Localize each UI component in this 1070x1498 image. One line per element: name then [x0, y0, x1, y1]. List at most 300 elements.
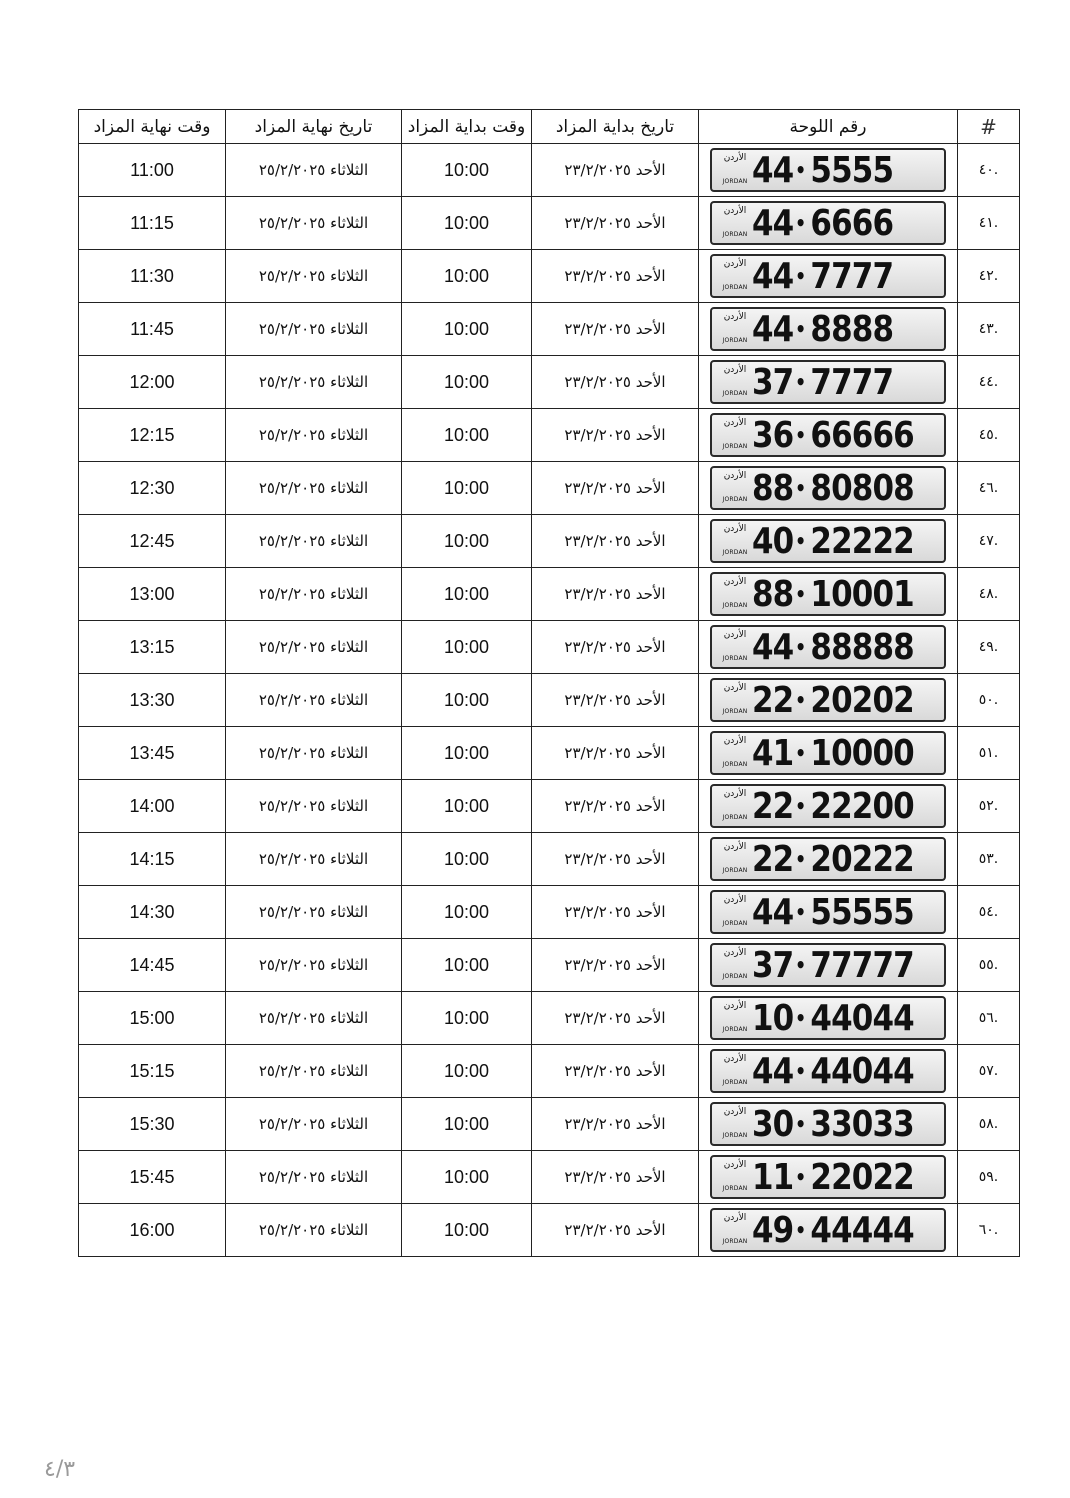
- start-time-cell: 10:00: [402, 462, 532, 515]
- plate-code: 88: [752, 467, 794, 509]
- license-plate: [710, 466, 946, 510]
- plate-code: 11: [752, 1156, 794, 1198]
- plate-cell: [699, 197, 958, 250]
- plate-cell: [699, 356, 958, 409]
- plate-country-english: JORDAN: [722, 549, 748, 556]
- plate-country-arabic: الأردن: [723, 524, 747, 534]
- header-plate: رقم اللوحة: [699, 110, 958, 144]
- start-time-cell: 10:00: [402, 197, 532, 250]
- end-date-cell: الثلاثاء ٢٥/٢/٢٠٢٥: [226, 780, 402, 833]
- license-plate: [710, 837, 946, 881]
- end-date-cell: الثلاثاء ٢٥/٢/٢٠٢٥: [226, 674, 402, 727]
- end-time-cell: 12:30: [79, 462, 226, 515]
- table-row: [79, 144, 1020, 197]
- license-plate: [710, 943, 946, 987]
- plate-code: 44: [752, 308, 794, 350]
- row-index-cell: .٦٠: [958, 1204, 1020, 1257]
- start-date-cell: الأحد ٢٣/٢/٢٠٢٥: [532, 833, 699, 886]
- plate-digits: 22222: [810, 520, 914, 562]
- end-time-cell: 14:15: [79, 833, 226, 886]
- plate-country-arabic: الأردن: [723, 789, 747, 799]
- end-time-cell: 15:45: [79, 1151, 226, 1204]
- start-date-cell: الأحد ٢٣/٢/٢٠٢٥: [532, 303, 699, 356]
- end-time-cell: 15:00: [79, 992, 226, 1045]
- row-index-cell: .٥٢: [958, 780, 1020, 833]
- end-date-cell: الثلاثاء ٢٥/٢/٢٠٢٥: [226, 144, 402, 197]
- table-row: [79, 939, 1020, 992]
- plate-number: [752, 733, 912, 773]
- plate-country-english: JORDAN: [722, 867, 748, 874]
- end-date-cell: الثلاثاء ٢٥/٢/٢٠٢٥: [226, 727, 402, 780]
- plate-separator-dot: •: [795, 1218, 806, 1242]
- plate-digits: 10001: [810, 573, 914, 615]
- plate-country-english: JORDAN: [722, 231, 748, 238]
- plate-country-arabic: الأردن: [723, 1213, 747, 1223]
- plate-cell: [699, 144, 958, 197]
- plate-code: 10: [752, 997, 794, 1039]
- plate-country-english: JORDAN: [722, 1026, 748, 1033]
- plate-digits: 55555: [810, 891, 914, 933]
- plate-separator-dot: •: [795, 582, 806, 606]
- end-date-cell: الثلاثاء ٢٥/٢/٢٠٢٥: [226, 409, 402, 462]
- plate-code: 44: [752, 891, 794, 933]
- plate-number: [752, 203, 912, 243]
- start-date-cell: الأحد ٢٣/٢/٢٠٢٥: [532, 144, 699, 197]
- plate-code: 44: [752, 626, 794, 668]
- plate-separator-dot: •: [795, 423, 806, 447]
- plate-separator-dot: •: [795, 529, 806, 553]
- license-plate: [710, 1155, 946, 1199]
- plate-cell: [699, 1045, 958, 1098]
- table-row: [79, 1098, 1020, 1151]
- table-row: [79, 780, 1020, 833]
- plate-number: [752, 1210, 912, 1250]
- start-time-cell: 10:00: [402, 1151, 532, 1204]
- row-index-cell: .٥١: [958, 727, 1020, 780]
- plate-number: [752, 574, 912, 614]
- start-date-cell: الأحد ٢٣/٢/٢٠٢٥: [532, 674, 699, 727]
- plate-country-english: JORDAN: [722, 761, 748, 768]
- plate-code: 30: [752, 1103, 794, 1145]
- end-time-cell: 16:00: [79, 1204, 226, 1257]
- start-date-cell: الأحد ٢٣/٢/٢٠٢٥: [532, 568, 699, 621]
- start-time-cell: 10:00: [402, 1098, 532, 1151]
- header-start-date: تاريخ بداية المزاد: [532, 110, 699, 144]
- end-time-cell: 13:00: [79, 568, 226, 621]
- plate-digits: 22200: [810, 785, 914, 827]
- plate-country-arabic: الأردن: [723, 1001, 747, 1011]
- end-date-cell: الثلاثاء ٢٥/٢/٢٠٢٥: [226, 356, 402, 409]
- plate-separator-dot: •: [795, 1112, 806, 1136]
- row-index-cell: .٤٧: [958, 515, 1020, 568]
- plate-country-arabic: الأردن: [723, 312, 747, 322]
- plate-cell: [699, 674, 958, 727]
- start-time-cell: 10:00: [402, 409, 532, 462]
- license-plate: [710, 148, 946, 192]
- start-date-cell: الأحد ٢٣/٢/٢٠٢٥: [532, 621, 699, 674]
- start-time-cell: 10:00: [402, 1204, 532, 1257]
- plate-number: [752, 786, 912, 826]
- plate-number: [752, 1157, 912, 1197]
- plate-cell: [699, 1204, 958, 1257]
- end-date-cell: الثلاثاء ٢٥/٢/٢٠٢٥: [226, 939, 402, 992]
- start-time-cell: 10:00: [402, 780, 532, 833]
- table-row: [79, 1151, 1020, 1204]
- plate-country-english: JORDAN: [722, 708, 748, 715]
- start-time-cell: 10:00: [402, 674, 532, 727]
- start-date-cell: الأحد ٢٣/٢/٢٠٢٥: [532, 727, 699, 780]
- plate-cell: [699, 409, 958, 462]
- table-header-row: [79, 110, 1020, 144]
- plate-country-arabic: الأردن: [723, 471, 747, 481]
- plate-country-english: JORDAN: [722, 602, 748, 609]
- plate-cell: [699, 780, 958, 833]
- end-date-cell: الثلاثاء ٢٥/٢/٢٠٢٥: [226, 1098, 402, 1151]
- row-index-cell: .٤٣: [958, 303, 1020, 356]
- plate-country-english: JORDAN: [722, 1132, 748, 1139]
- plate-number: [752, 468, 912, 508]
- end-time-cell: 11:45: [79, 303, 226, 356]
- plate-separator-dot: •: [795, 476, 806, 500]
- plate-country-arabic: الأردن: [723, 418, 747, 428]
- table-row: [79, 1045, 1020, 1098]
- end-date-cell: الثلاثاء ٢٥/٢/٢٠٢٥: [226, 250, 402, 303]
- plate-number: [752, 998, 912, 1038]
- start-time-cell: 10:00: [402, 621, 532, 674]
- end-date-cell: الثلاثاء ٢٥/٢/٢٠٢٥: [226, 568, 402, 621]
- plate-number: [752, 521, 912, 561]
- start-date-cell: الأحد ٢٣/٢/٢٠٢٥: [532, 780, 699, 833]
- plate-country-english: JORDAN: [722, 1238, 748, 1245]
- plate-separator-dot: •: [795, 158, 806, 182]
- plate-country-english: JORDAN: [722, 973, 748, 980]
- license-plate: [710, 572, 946, 616]
- header-start-time: وقت بداية المزاد: [402, 110, 532, 144]
- plate-country-english: JORDAN: [722, 337, 748, 344]
- start-date-cell: الأحد ٢٣/٢/٢٠٢٥: [532, 1098, 699, 1151]
- plate-number: [752, 945, 912, 985]
- table-row: [79, 409, 1020, 462]
- plate-cell: [699, 727, 958, 780]
- end-date-cell: الثلاثاء ٢٥/٢/٢٠٢٥: [226, 992, 402, 1045]
- plate-separator-dot: •: [795, 794, 806, 818]
- table-row: [79, 462, 1020, 515]
- end-time-cell: 14:45: [79, 939, 226, 992]
- plate-cell: [699, 1098, 958, 1151]
- row-index-cell: .٥٥: [958, 939, 1020, 992]
- license-plate: [710, 519, 946, 563]
- start-date-cell: الأحد ٢٣/٢/٢٠٢٥: [532, 1151, 699, 1204]
- row-index-cell: .٤٨: [958, 568, 1020, 621]
- row-index-cell: .٥٩: [958, 1151, 1020, 1204]
- plate-country-arabic: الأردن: [723, 842, 747, 852]
- table-body: [79, 144, 1020, 1257]
- plate-separator-dot: •: [795, 1165, 806, 1189]
- table-row: [79, 250, 1020, 303]
- start-time-cell: 10:00: [402, 303, 532, 356]
- plate-country-english: JORDAN: [722, 284, 748, 291]
- plate-country-arabic: الأردن: [723, 365, 747, 375]
- plate-cell: [699, 992, 958, 1045]
- end-time-cell: 14:30: [79, 886, 226, 939]
- end-date-cell: الثلاثاء ٢٥/٢/٢٠٢٥: [226, 515, 402, 568]
- start-date-cell: الأحد ٢٣/٢/٢٠٢٥: [532, 409, 699, 462]
- plate-number: [752, 839, 912, 879]
- plate-cell: [699, 833, 958, 886]
- plate-separator-dot: •: [795, 264, 806, 288]
- plate-digits: 5555: [810, 149, 894, 191]
- plate-number: [752, 256, 912, 296]
- row-index-cell: .٤٥: [958, 409, 1020, 462]
- end-time-cell: 15:30: [79, 1098, 226, 1151]
- table-row: [79, 621, 1020, 674]
- plate-country-arabic: الأردن: [723, 630, 747, 640]
- row-index-cell: .٤٦: [958, 462, 1020, 515]
- start-date-cell: الأحد ٢٣/٢/٢٠٢٥: [532, 356, 699, 409]
- table-row: [79, 303, 1020, 356]
- license-plate: [710, 1208, 946, 1252]
- plate-country-english: JORDAN: [722, 920, 748, 927]
- end-time-cell: 13:45: [79, 727, 226, 780]
- plate-cell: [699, 515, 958, 568]
- start-time-cell: 10:00: [402, 568, 532, 621]
- end-time-cell: 11:00: [79, 144, 226, 197]
- start-date-cell: الأحد ٢٣/٢/٢٠٢٥: [532, 939, 699, 992]
- plate-code: 88: [752, 573, 794, 615]
- plate-separator-dot: •: [795, 1059, 806, 1083]
- start-date-cell: الأحد ٢٣/٢/٢٠٢٥: [532, 886, 699, 939]
- plate-separator-dot: •: [795, 635, 806, 659]
- plate-country-arabic: الأردن: [723, 1160, 747, 1170]
- plate-separator-dot: •: [795, 900, 806, 924]
- end-date-cell: الثلاثاء ٢٥/٢/٢٠٢٥: [226, 1045, 402, 1098]
- start-time-cell: 10:00: [402, 250, 532, 303]
- row-index-cell: .٤٢: [958, 250, 1020, 303]
- plate-digits: 66666: [810, 414, 914, 456]
- table-row: [79, 674, 1020, 727]
- table-row: [79, 356, 1020, 409]
- plate-country-arabic: الأردن: [723, 895, 747, 905]
- plate-country-arabic: الأردن: [723, 948, 747, 958]
- plate-country-english: JORDAN: [722, 443, 748, 450]
- start-date-cell: الأحد ٢٣/٢/٢٠٢٥: [532, 1045, 699, 1098]
- license-plate: [710, 678, 946, 722]
- end-time-cell: 12:00: [79, 356, 226, 409]
- plate-cell: [699, 939, 958, 992]
- end-time-cell: 11:30: [79, 250, 226, 303]
- plate-separator-dot: •: [795, 847, 806, 871]
- start-time-cell: 10:00: [402, 992, 532, 1045]
- plate-code: 22: [752, 679, 794, 721]
- plate-digits: 44044: [810, 1050, 914, 1092]
- plate-country-arabic: الأردن: [723, 577, 747, 587]
- plate-number: [752, 1051, 912, 1091]
- plate-country-arabic: الأردن: [723, 736, 747, 746]
- start-time-cell: 10:00: [402, 144, 532, 197]
- plate-country-english: JORDAN: [722, 1185, 748, 1192]
- plate-separator-dot: •: [795, 953, 806, 977]
- row-index-cell: .٥٠: [958, 674, 1020, 727]
- license-plate: [710, 784, 946, 828]
- plate-code: 41: [752, 732, 794, 774]
- plate-country-arabic: الأردن: [723, 1107, 747, 1117]
- end-time-cell: 15:15: [79, 1045, 226, 1098]
- row-index-cell: .٥٤: [958, 886, 1020, 939]
- plate-cell: [699, 250, 958, 303]
- end-date-cell: الثلاثاء ٢٥/٢/٢٠٢٥: [226, 303, 402, 356]
- license-plate: [710, 307, 946, 351]
- start-time-cell: 10:00: [402, 727, 532, 780]
- plate-cell: [699, 462, 958, 515]
- row-index-cell: .٥٧: [958, 1045, 1020, 1098]
- license-plate: [710, 1102, 946, 1146]
- plate-code: 49: [752, 1209, 794, 1251]
- plate-separator-dot: •: [795, 211, 806, 235]
- plate-cell: [699, 1151, 958, 1204]
- end-date-cell: الثلاثاء ٢٥/٢/٢٠٢٥: [226, 886, 402, 939]
- license-plate: [710, 731, 946, 775]
- end-time-cell: 12:15: [79, 409, 226, 462]
- end-date-cell: الثلاثاء ٢٥/٢/٢٠٢٥: [226, 1204, 402, 1257]
- plate-country-english: JORDAN: [722, 814, 748, 821]
- row-index-cell: .٤٩: [958, 621, 1020, 674]
- plate-cell: [699, 621, 958, 674]
- plate-code: 44: [752, 1050, 794, 1092]
- license-plate: [710, 625, 946, 669]
- plate-country-english: JORDAN: [722, 496, 748, 503]
- plate-digits: 6666: [810, 202, 894, 244]
- plate-code: 44: [752, 255, 794, 297]
- plate-country-english: JORDAN: [722, 655, 748, 662]
- start-time-cell: 10:00: [402, 833, 532, 886]
- end-date-cell: الثلاثاء ٢٥/٢/٢٠٢٥: [226, 1151, 402, 1204]
- plate-number: [752, 892, 912, 932]
- license-plate: [710, 890, 946, 934]
- plate-code: 22: [752, 785, 794, 827]
- plate-code: 44: [752, 149, 794, 191]
- plate-cell: [699, 568, 958, 621]
- plate-digits: 33033: [810, 1103, 914, 1145]
- plate-cell: [699, 303, 958, 356]
- row-index-cell: .٥٦: [958, 992, 1020, 1045]
- plate-digits: 8888: [810, 308, 894, 350]
- table-row: [79, 515, 1020, 568]
- plate-country-arabic: الأردن: [723, 153, 747, 163]
- row-index-cell: .٤١: [958, 197, 1020, 250]
- plate-digits: 44044: [810, 997, 914, 1039]
- end-date-cell: الثلاثاء ٢٥/٢/٢٠٢٥: [226, 621, 402, 674]
- plate-country-arabic: الأردن: [723, 683, 747, 693]
- start-time-cell: 10:00: [402, 515, 532, 568]
- license-plate: [710, 996, 946, 1040]
- license-plate: [710, 201, 946, 245]
- plate-number: [752, 309, 912, 349]
- table-row: [79, 1204, 1020, 1257]
- table-row: [79, 568, 1020, 621]
- plate-digits: 44444: [810, 1209, 914, 1251]
- plate-country-english: JORDAN: [722, 390, 748, 397]
- plate-digits: 20202: [810, 679, 914, 721]
- end-time-cell: 13:30: [79, 674, 226, 727]
- row-index-cell: .٤٠: [958, 144, 1020, 197]
- plate-separator-dot: •: [795, 688, 806, 712]
- plate-country-arabic: الأردن: [723, 1054, 747, 1064]
- end-date-cell: الثلاثاء ٢٥/٢/٢٠٢٥: [226, 833, 402, 886]
- row-index-cell: .٥٨: [958, 1098, 1020, 1151]
- header-index: #: [958, 110, 1020, 144]
- license-plate: [710, 413, 946, 457]
- end-time-cell: 11:15: [79, 197, 226, 250]
- start-date-cell: الأحد ٢٣/٢/٢٠٢٥: [532, 515, 699, 568]
- start-date-cell: الأحد ٢٣/٢/٢٠٢٥: [532, 462, 699, 515]
- plate-digits: 20222: [810, 838, 914, 880]
- plate-cell: [699, 886, 958, 939]
- plate-number: [752, 362, 912, 402]
- start-time-cell: 10:00: [402, 886, 532, 939]
- table-row: [79, 992, 1020, 1045]
- header-end-date: تاريخ نهاية المزاد: [226, 110, 402, 144]
- end-time-cell: 14:00: [79, 780, 226, 833]
- plate-number: [752, 415, 912, 455]
- start-date-cell: الأحد ٢٣/٢/٢٠٢٥: [532, 1204, 699, 1257]
- start-date-cell: الأحد ٢٣/٢/٢٠٢٥: [532, 992, 699, 1045]
- plate-code: 37: [752, 944, 794, 986]
- end-date-cell: الثلاثاء ٢٥/٢/٢٠٢٥: [226, 197, 402, 250]
- table-row: [79, 886, 1020, 939]
- start-time-cell: 10:00: [402, 939, 532, 992]
- plate-code: 44: [752, 202, 794, 244]
- plate-separator-dot: •: [795, 370, 806, 394]
- header-end-time: وقت نهاية المزاد: [79, 110, 226, 144]
- plate-code: 37: [752, 361, 794, 403]
- plate-country-english: JORDAN: [722, 178, 748, 185]
- row-index-cell: .٥٣: [958, 833, 1020, 886]
- table-row: [79, 727, 1020, 780]
- plate-digits: 88888: [810, 626, 914, 668]
- start-time-cell: 10:00: [402, 1045, 532, 1098]
- plate-separator-dot: •: [795, 741, 806, 765]
- license-plate: [710, 1049, 946, 1093]
- plate-number: [752, 680, 912, 720]
- plate-digits: 80808: [810, 467, 914, 509]
- table-row: [79, 197, 1020, 250]
- end-time-cell: 13:15: [79, 621, 226, 674]
- plate-number: [752, 1104, 912, 1144]
- plate-digits: 7777: [810, 361, 894, 403]
- license-plate: [710, 254, 946, 298]
- plate-code: 40: [752, 520, 794, 562]
- license-plate: [710, 360, 946, 404]
- end-time-cell: 12:45: [79, 515, 226, 568]
- plate-separator-dot: •: [795, 1006, 806, 1030]
- auction-schedule-table: [78, 109, 1020, 1257]
- plate-digits: 7777: [810, 255, 894, 297]
- row-index-cell: .٤٤: [958, 356, 1020, 409]
- start-time-cell: 10:00: [402, 356, 532, 409]
- plate-code: 36: [752, 414, 794, 456]
- plate-code: 22: [752, 838, 794, 880]
- start-date-cell: الأحد ٢٣/٢/٢٠٢٥: [532, 250, 699, 303]
- start-date-cell: الأحد ٢٣/٢/٢٠٢٥: [532, 197, 699, 250]
- plate-country-arabic: الأردن: [723, 259, 747, 269]
- plate-digits: 10000: [810, 732, 914, 774]
- plate-number: [752, 150, 912, 190]
- plate-country-english: JORDAN: [722, 1079, 748, 1086]
- plate-digits: 22022: [810, 1156, 914, 1198]
- page-number: ٤/٣: [44, 1457, 76, 1482]
- end-date-cell: الثلاثاء ٢٥/٢/٢٠٢٥: [226, 462, 402, 515]
- plate-digits: 77777: [810, 944, 914, 986]
